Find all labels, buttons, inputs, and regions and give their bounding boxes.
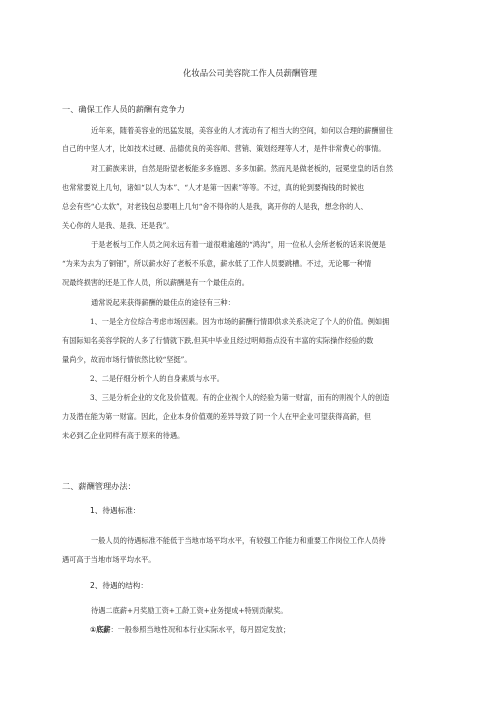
paragraph-line: 近年来，随着美容业的迅猛发展，美容业的人才流动有了相当大的空间，如何以合理的薪酬留住 [91,126,393,135]
section-heading-2: 二、薪酬管理办法： [62,481,136,491]
subsection-heading-1: 1、待遇标准： [90,506,141,515]
section-heading-1: 一、确保工作人员的薪酬有竞争力 [62,104,185,114]
list-item-line: 3、三是分析企业的文化及价值观。有的企业视个人的经验为第一财富，而有的则视个人的创造 [90,393,390,402]
paragraph-line: 通常说起来获得薪酬的最佳点的途径有三种： [91,298,235,307]
paragraph-line: 对工薪族来讲，自然是盼望老板能多多施恩、多多加薪。然而凡是做老板的，冠冕堂皇的话自然 [91,164,393,173]
paragraph-line: 况最终损害的还是工作人员，所以薪酬是有一个最佳点的。 [62,278,249,287]
item-text: ：一般参照当地性况和本行业实际水平，每月固定发放； [110,625,291,634]
paragraph-line: 遇可高于当地市场平均水平。 [62,555,156,564]
list-item-line: 量尚少，故而市场行情依然比较“坚挺”。 [62,355,192,364]
list-item-line [90,626,290,633]
paragraph-line: 也常常要说上几句，诸如“以人为本”、“人才是第一因素”等等。不过，真的轮到要掏钱的时候也 [62,183,365,192]
paragraph-line: 一般人员的待遇标准不能低于当地市场平均水平，有较强工作能力和重要工作岗位工作人员待 [91,536,386,545]
paragraph-line: 关心你的人是我、是我、还是我”。 [62,221,174,230]
paragraph-line: 于是老板与工作人员之间永远有着一道很难逾越的“鸿沟”，用一位私人会所老板的话来说便是 [91,240,386,249]
list-item-line: 有国际知名美容学院的人多了行情就下跌,但其中毕业且经过明师指点没有丰富的实际操作经验的数 [62,336,374,345]
list-item-line: 1、一是全方位综合考虑市场因素。因为市场的薪酬行情即供求关系决定了个人的价值。例如拥 [90,317,390,326]
paragraph-line: 总会有些“心太软”，对老钱包总要唱上几句“舍不得你的人是我，离开你的人是我，想念你的人、 [62,202,368,211]
paragraph-line: 自己的中坚人才，比如技术过硬、品德优良的美容师、营销、策划经理等人才，是件非常费心的事情。 [62,144,386,153]
item-label: ①底薪 [90,625,111,634]
document-title: 化妆品公司美容院工作人员薪酬管理 [183,68,317,78]
list-item-line: 力及潜在能为第一财富。因此，企业本身价值观的差异导致了同一个人在甲企业可望获得高薪，但 [62,412,372,421]
subsection-heading-2: 2、待遇的结构： [90,581,148,590]
paragraph-line: “为来为去为了铜钿”，所以薪水好了老板不乐意，薪水低了工作人员要跳槽。不过，无论哪一种情 [62,259,372,268]
list-item-line: 未必到乙企业同样有高于原来的待遇。 [62,431,185,440]
list-item-line: 2、二是仔细分析个人的自身素质与水平。 [90,374,224,383]
paragraph-line: 待遇二底薪+月奖励工资+工龄工资+业务提成+特别贡献奖。 [91,606,288,615]
